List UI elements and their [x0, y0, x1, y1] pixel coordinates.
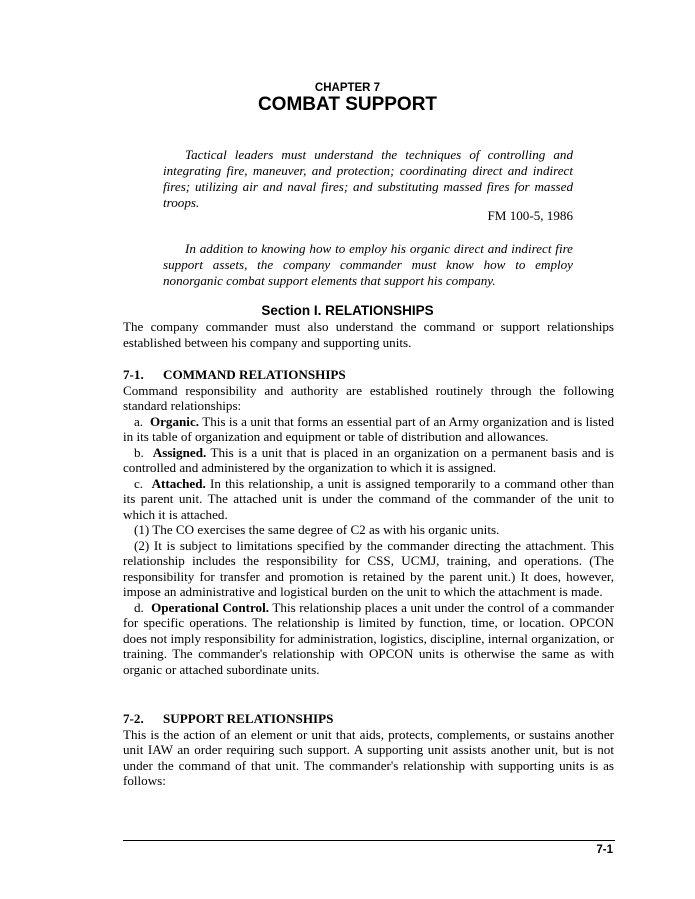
command-relationships-lead: Command responsibility and authority are established routinely through the following standard relationships: — [123, 382, 614, 413]
subitem-2: (2) It is subject to limitations specified by the commander directing the attachment. This relationship includes the responsibility for CSS, UCMJ, training, and operations. (The responsibility for transfer and promotion is retained by the parent unit.) It does, however, impose an administrative and logistical burden on the unit to which the attachment is made. — [123, 537, 614, 599]
support-relationships-section — [123, 711, 614, 789]
paragraph-title: COMMAND RELATIONSHIPS — [163, 367, 346, 382]
item-attached — [123, 476, 614, 523]
paragraph-title: SUPPORT RELATIONSHIPS — [163, 711, 334, 726]
paragraph-number: 7-2. — [123, 711, 144, 726]
item-text: This is a unit that forms an essential part of an Army organization and is listed in its table of organization and equipment or table of distribution and allowances. — [123, 413, 614, 444]
item-text: In this relationship, a unit is assigned temporarily to a command other than its parent unit. The attached unit is under the command of the commander of the unit to which it is attached. — [123, 475, 614, 522]
section-intro-text: The company commander must also understand the command or support relationships established between his company and supporting units. — [123, 319, 614, 350]
section-intro — [123, 319, 614, 350]
item-term: Assigned. — [152, 444, 207, 460]
support-relationships-heading — [123, 711, 614, 727]
support-relationships-text: This is the action of an element or unit that aids, protects, complements, or sustains another unit IAW an order requiring such support. A supporting unit assists another unit, but is not under the command of that unit. The commander's relationship with supporting units is as follows: — [123, 726, 614, 788]
command-relationships-section — [123, 367, 614, 677]
paragraph-number: 7-1. — [123, 367, 144, 382]
chapter-label: CHAPTER 7 — [314, 82, 381, 94]
item-text: This relationship places a unit under the control of a commander for specific operations. The relationship is limited by function, time, or location. OPCON does not imply responsibility for administration, logistics, discipline, internal organization, or training. The commander's relationship with OPCON units is otherwise the same as with organic or attached subordinate units. — [123, 599, 614, 677]
command-relationships-heading — [123, 367, 614, 383]
page-number: 7-1 — [596, 844, 613, 856]
section-heading: Section I. RELATIONSHIPS — [261, 303, 434, 318]
epigraph-quote-text: Tactical leaders must understand the techniques of controlling and integrating fire, maneuver, and protection; coordinating direct and indirect fires; utilizing air and naval fires; and substituting massed fires for massed troops. — [163, 147, 573, 210]
item-marker: d. — [134, 599, 144, 615]
item-term: Operational Control. — [151, 599, 270, 615]
item-term: Attached. — [151, 475, 206, 491]
footer-rule — [123, 840, 615, 841]
epigraph-quote — [163, 147, 573, 211]
item-term: Organic. — [149, 413, 200, 429]
item-marker: c. — [134, 475, 144, 491]
item-organic — [123, 414, 614, 445]
epigraph-attribution: FM 100-5, 1986 — [487, 208, 573, 223]
chapter-intro-quote-text: In addition to knowing how to employ his organic direct and indirect fire support assets, the company commander must know how to employ nonorganic combat support elements that support his company. — [163, 241, 573, 288]
item-text: This is a unit that is placed in an organization on a permanent basis and is controlled and administered by the organization to which it is assigned. — [123, 444, 614, 475]
item-assigned — [123, 445, 614, 476]
item-operational-control — [123, 600, 614, 678]
chapter-title: COMBAT SUPPORT — [257, 94, 438, 115]
subitem-1: (1) The CO exercises the same degree of C2 as with his organic units. — [134, 522, 500, 537]
item-marker: a. — [134, 413, 144, 429]
item-marker: b. — [134, 444, 144, 460]
chapter-intro-quote — [163, 241, 573, 289]
